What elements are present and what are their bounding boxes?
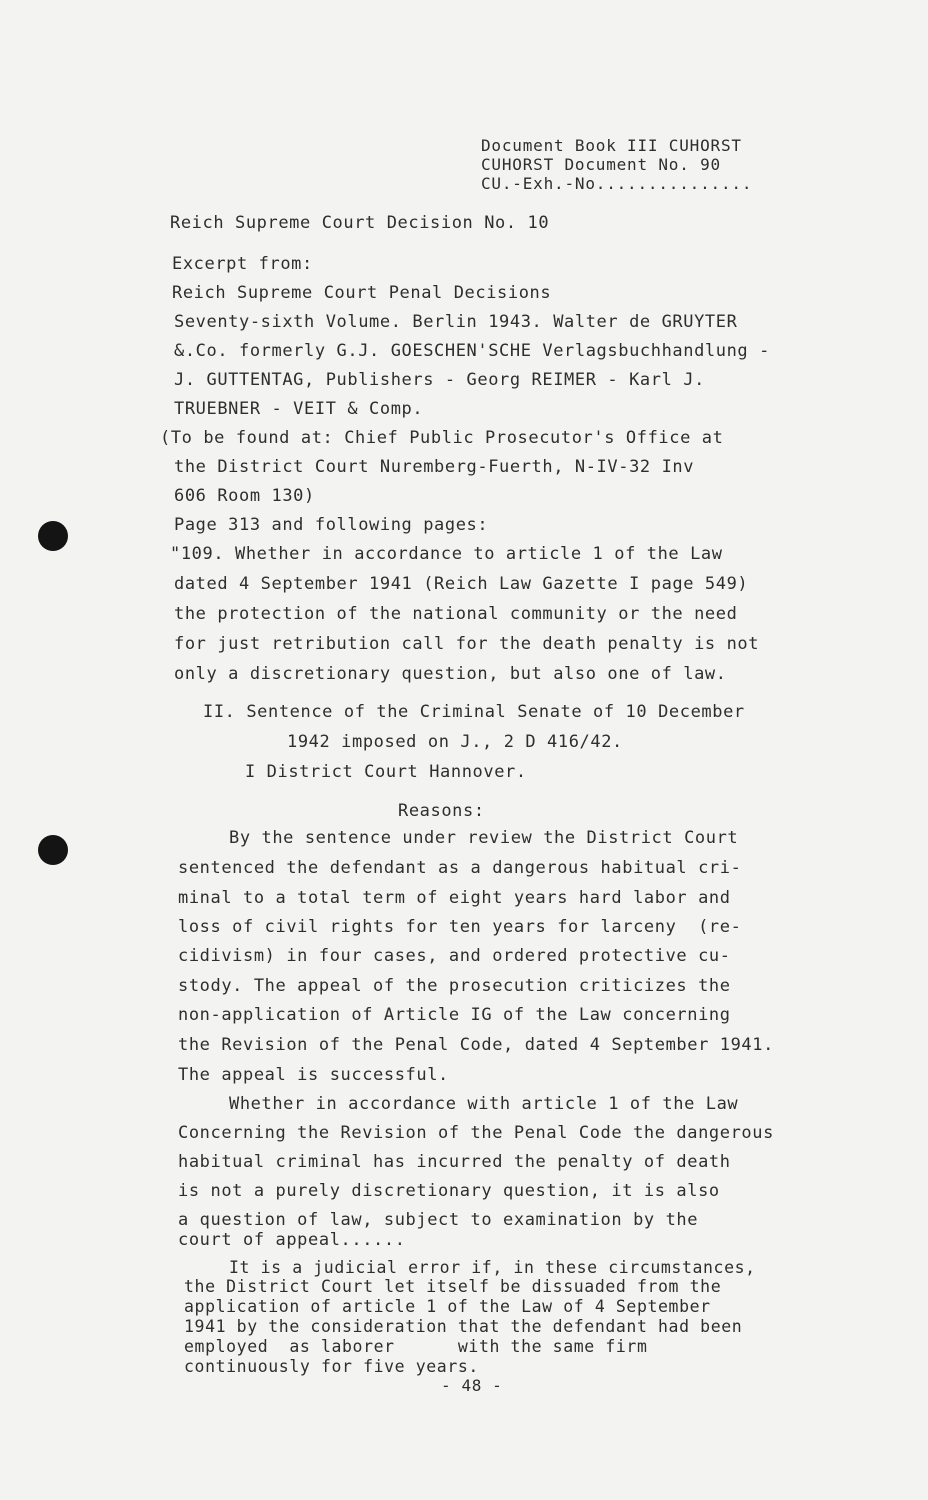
paragraph-line: It is a judicial error if, in these circumstances, <box>229 1258 756 1277</box>
headnote-line: dated 4 September 1941 (Reich Law Gazette I page 549) <box>174 574 749 594</box>
location-line: 606 Room 130) <box>174 486 315 506</box>
paragraph-line: the District Court let itself be dissuaded from the <box>184 1277 722 1296</box>
excerpt-line: Excerpt from: <box>172 254 313 274</box>
paragraph-line: continuously for five years. <box>184 1357 479 1376</box>
paragraph-line: the Revision of the Penal Code, dated 4 September 1941. <box>178 1035 774 1055</box>
reasons-heading: Reasons: <box>398 801 485 821</box>
paragraph-line: Whether in accordance with article 1 of the Law <box>229 1094 739 1114</box>
header-doc-no: CUHORST Document No. 90 <box>481 155 721 174</box>
paragraph-line: habitual criminal has incurred the penalty of death <box>178 1152 731 1172</box>
paragraph-line: The appeal is successful. <box>178 1065 449 1085</box>
paragraph-line: minal to a total term of eight years hard labor and <box>178 888 731 908</box>
punch-hole <box>38 521 68 551</box>
sentence-line: I District Court Hannover. <box>245 762 527 782</box>
paragraph-line: a question of law, subject to examination by the <box>178 1210 699 1230</box>
headnote-line: only a discretionary question, but also one of law. <box>174 664 727 684</box>
paragraph-line: court of appeal...... <box>178 1230 406 1250</box>
location-line: the District Court Nuremberg-Fuerth, N-IV-32 Inv <box>174 457 695 477</box>
paragraph-line: 1941 by the consideration that the defendant had been <box>184 1317 743 1336</box>
page-reference: Page 313 and following pages: <box>174 515 489 535</box>
document-title: Reich Supreme Court Decision No. 10 <box>170 213 550 233</box>
paragraph-line: employed as laborer with the same firm <box>184 1337 648 1356</box>
punch-hole <box>38 835 68 865</box>
header-exh-no: CU.-Exh.-No............... <box>481 174 753 193</box>
paragraph-line: non-application of Article IG of the Law concerning <box>178 1005 731 1025</box>
excerpt-line: Seventy-sixth Volume. Berlin 1943. Walter de GRUYTER <box>174 312 738 332</box>
headnote-line: "109. Whether in accordance to article 1 of the Law <box>170 544 723 564</box>
headnote-line: for just retribution call for the death penalty is not <box>174 634 760 654</box>
sentence-line: 1942 imposed on J., 2 D 416/42. <box>287 732 623 752</box>
paragraph-line: stody. The appeal of the prosecution criticizes the <box>178 976 731 996</box>
page-number: - 48 - <box>441 1376 503 1395</box>
excerpt-line: &.Co. formerly G.J. GOESCHEN'SCHE Verlagsbuchhandlung - <box>174 341 770 361</box>
excerpt-line: Reich Supreme Court Penal Decisions <box>172 283 552 303</box>
paragraph-line: is not a purely discretionary question, it is also <box>178 1181 720 1201</box>
paragraph-line: sentenced the defendant as a dangerous habitual cri- <box>178 858 742 878</box>
paragraph-line: loss of civil rights for ten years for larceny (re- <box>178 917 742 937</box>
paragraph-line: application of article 1 of the Law of 4 September <box>184 1297 711 1316</box>
excerpt-line: J. GUTTENTAG, Publishers - Georg REIMER - Karl J. <box>174 370 705 390</box>
header-book: Document Book III CUHORST <box>481 136 742 155</box>
location-line: (To be found at: Chief Public Prosecutor's Office at <box>160 428 724 448</box>
paragraph-line: Concerning the Revision of the Penal Code the dangerous <box>178 1123 774 1143</box>
headnote-line: the protection of the national community or the need <box>174 604 738 624</box>
paragraph-line: cidivism) in four cases, and ordered protective cu- <box>178 946 731 966</box>
sentence-line: II. Sentence of the Criminal Senate of 10 December <box>203 702 745 722</box>
excerpt-line: TRUEBNER - VEIT & Comp. <box>174 399 424 419</box>
paragraph-line: By the sentence under review the District Court <box>229 828 739 848</box>
